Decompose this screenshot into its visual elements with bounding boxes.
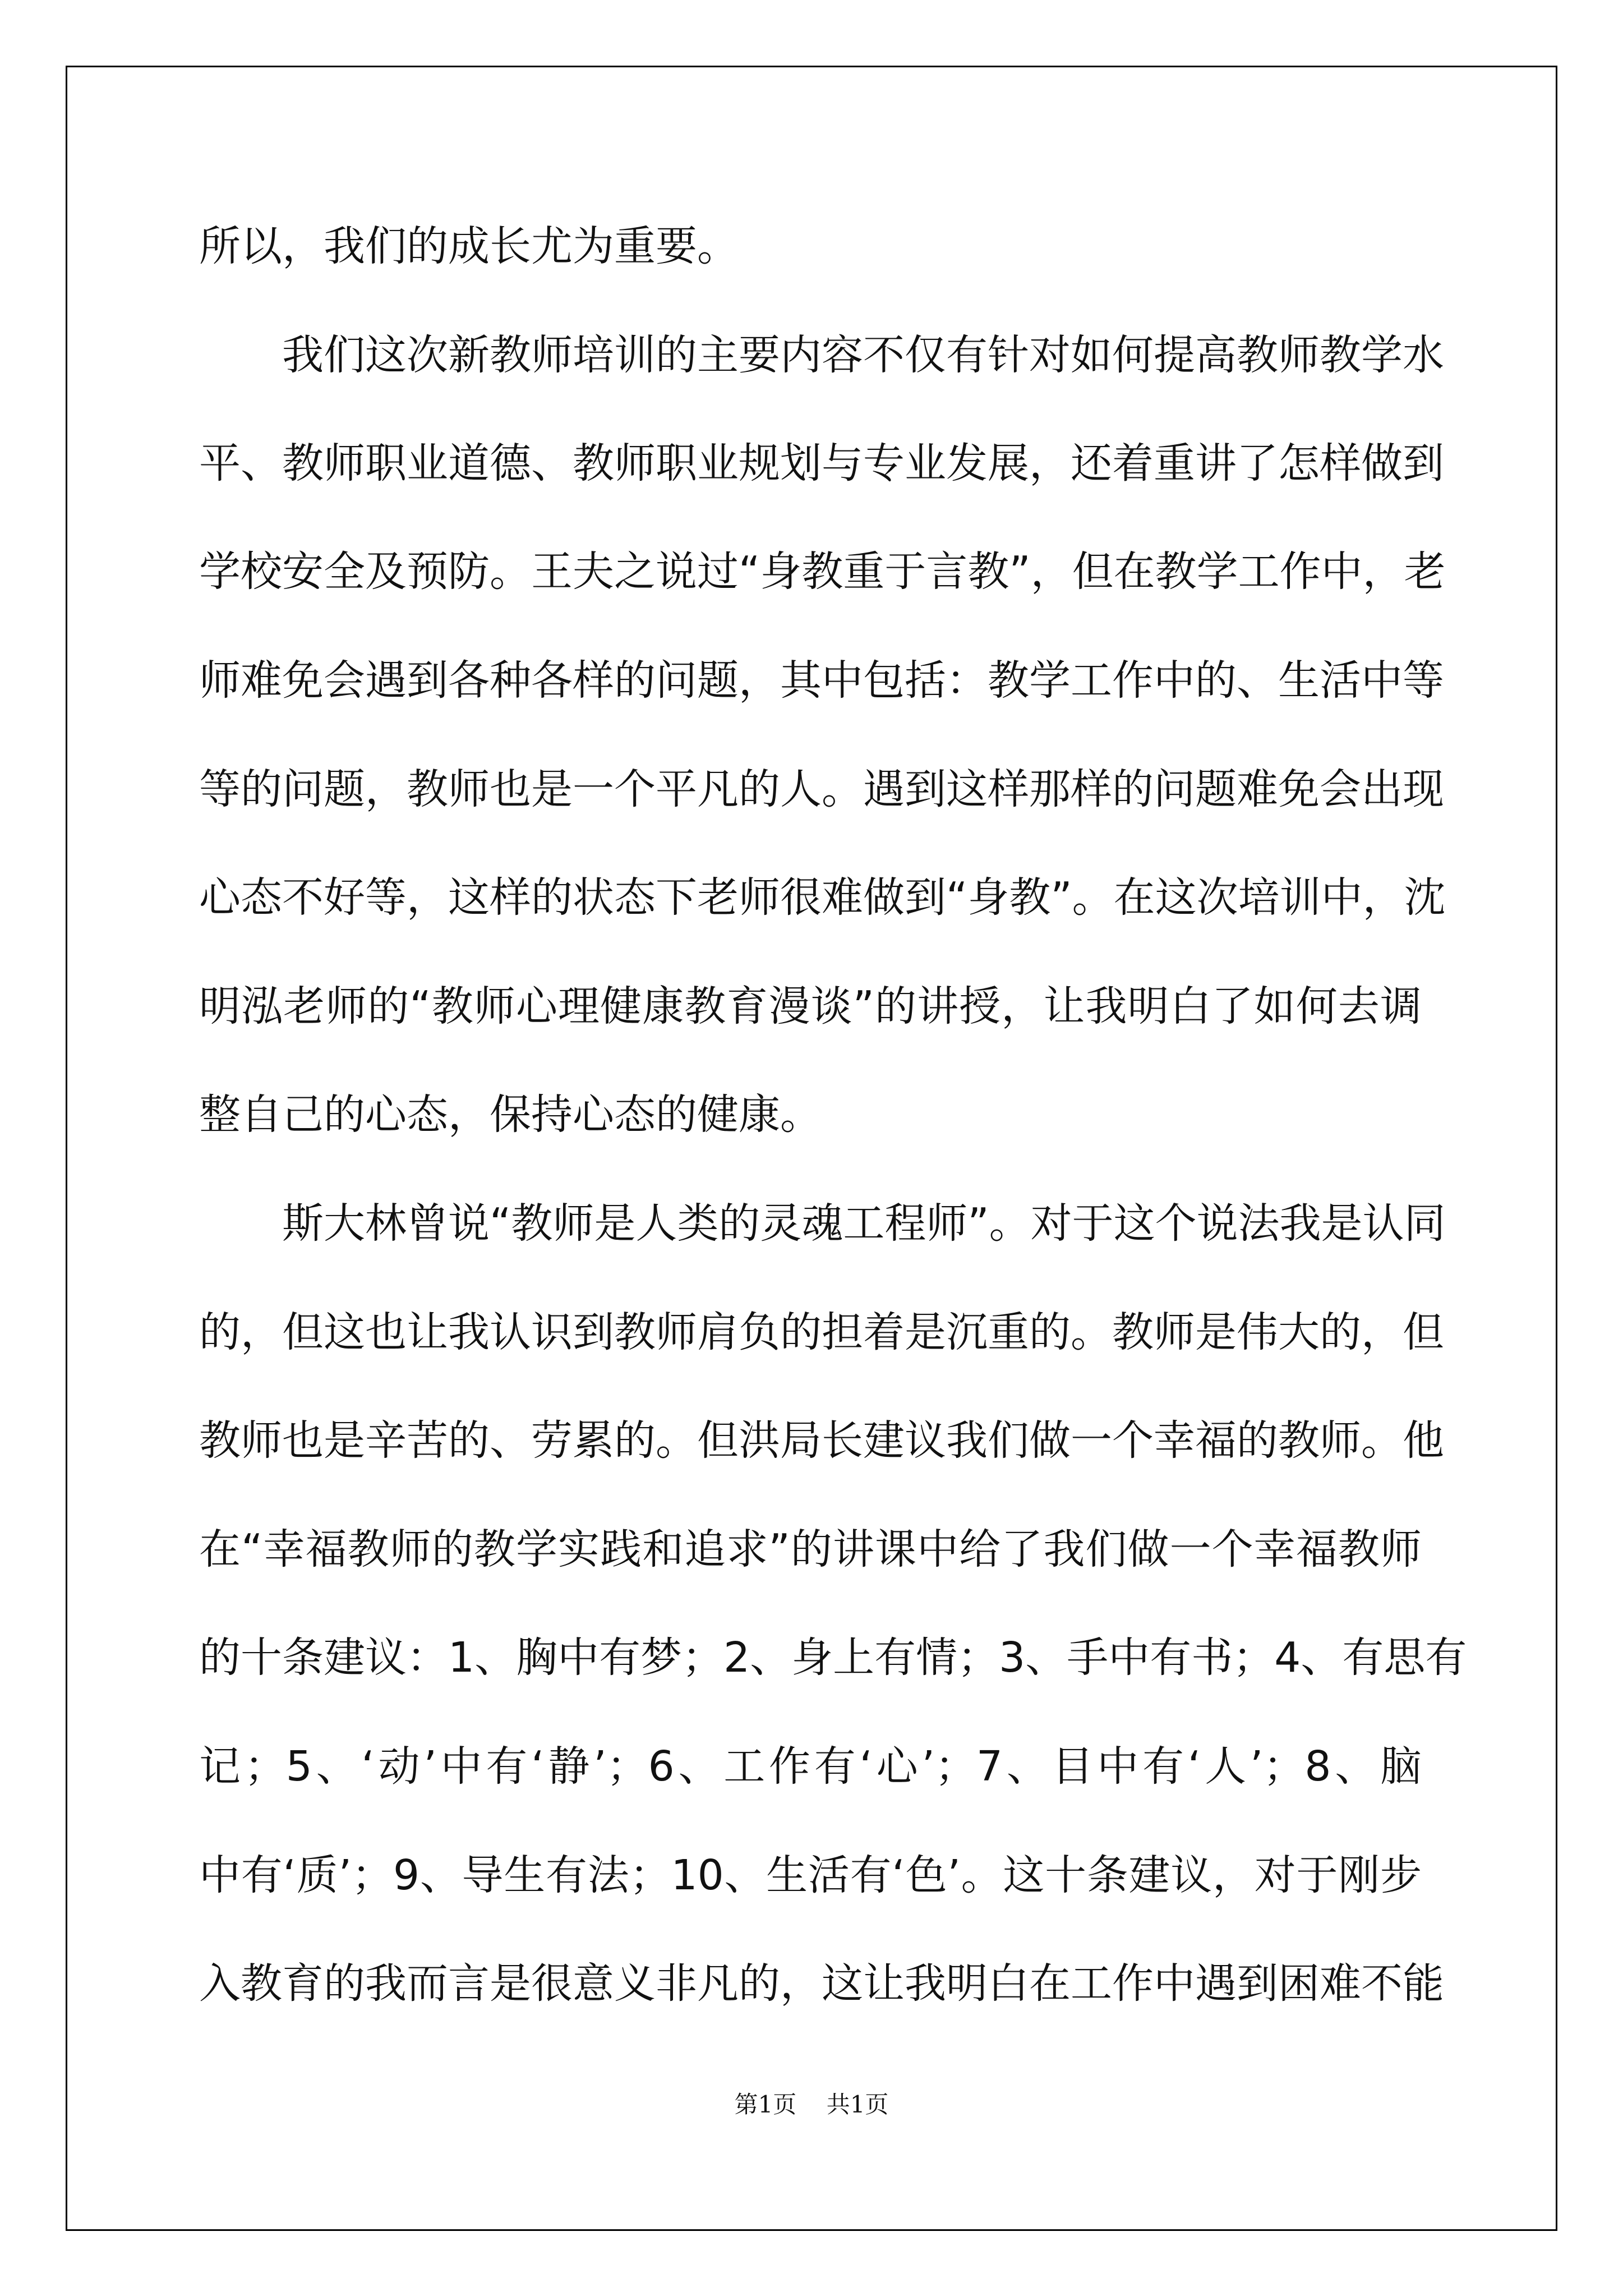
text-line: 明泓老师的“教师心理健康教育漫谈”的讲授，让我明白了如何去调: [199, 982, 1422, 1030]
text-line: 所以，我们的成长尤为重要。: [199, 222, 739, 270]
text-line: 入教育的我而言是很意义非凡的，这让我明白在工作中遇到困难不能: [199, 1959, 1444, 2008]
text-line: 记；5、‘动’中有‘静’；6、工作有‘心’；7、目中有‘人’；8、脑: [199, 1742, 1422, 1791]
text-line: 斯大林曾说“教师是人类的灵魂工程师”。对于这个说法我是认同: [282, 1199, 1446, 1248]
text-line: 在“幸福教师的教学实践和追求”的讲课中给了我们做一个幸福教师: [199, 1525, 1422, 1573]
text-line: 的十条建议：1、胸中有梦；2、身上有情；3、手中有书；4、有思有: [199, 1634, 1467, 1682]
page-border: [66, 66, 1557, 2231]
text-line: 学校安全及预防。王夫之说过“身教重于言教”，但在教学工作中，老: [199, 547, 1446, 596]
text-line: 心态不好等，这样的状态下老师很难做到“身教”。在这次培训中，沈: [199, 873, 1446, 922]
text-line: 教师也是辛苦的、劳累的。但洪局长建议我们做一个幸福的教师。他: [199, 1416, 1444, 1465]
text-line: 师难免会遇到各种各样的问题，其中包括：教学工作中的、生活中等: [199, 656, 1444, 705]
text-line: 平、教师职业道德、教师职业规划与专业发展，还着重讲了怎样做到: [199, 439, 1444, 487]
page-total: 共1页: [826, 2091, 889, 2118]
text-line: 中有‘质’；9、导生有法；10、生活有‘色’。这十条建议，对于刚步: [199, 1851, 1422, 1899]
footer-spacer: [796, 2091, 826, 2118]
text-line: 等的问题，教师也是一个平凡的人。遇到这样那样的问题难免会出现: [199, 765, 1444, 813]
page-number: 第1页: [734, 2091, 797, 2118]
page-footer: [0, 2088, 1623, 2122]
text-line: 我们这次新教师培训的主要内容不仅有针对如何提高教师教学水: [282, 331, 1444, 379]
text-line: 整自己的心态，保持心态的健康。: [199, 1091, 822, 1139]
text-line: 的，但这也让我认识到教师肩负的担着是沉重的。教师是伟大的，但: [199, 1308, 1444, 1356]
